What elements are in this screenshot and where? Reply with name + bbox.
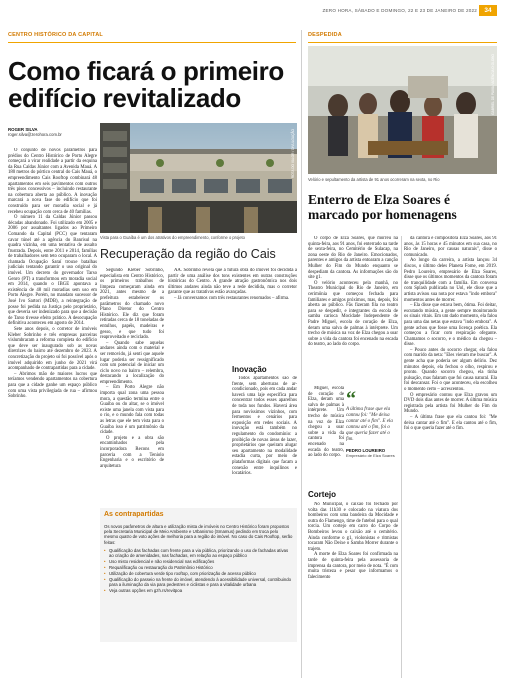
section-rule-left (8, 42, 296, 43)
header-dateline: ZERO HORA, SÁBADO E DOMINGO, 22 E 23 DE JANEIRO DE 2022 (322, 8, 477, 13)
left-byline (8, 127, 98, 137)
paragraph: O projeto e a obra são encaminhados pela incorporadora Recons em parceria com a Teniolo Engenharia e o escritório de arquitetura (100, 435, 164, 469)
list-item: • Utilização de cobertura verde tipo rooftop, com priorização de acesso público (104, 571, 293, 576)
contrapartidas-box (100, 508, 297, 642)
left-column-2 (100, 268, 164, 505)
list-item: • Uso misto residencial e não residencial nas edificações (104, 559, 293, 564)
paragraph: – A última frase que ela cantou foi: "Me deixa cantar até o fim". E ela cantou até o fim, foi o que queria fazer até o fim. (404, 415, 497, 432)
column-divider (401, 236, 402, 678)
left-column-1 (8, 148, 97, 676)
building-render-illustration (100, 123, 297, 233)
photo-credit: GABRIEL DE PAIVA / AGÊNCIA O GLOBO (491, 54, 495, 115)
infobox-title: As contrapartidas (104, 511, 164, 518)
paragraph: No Municipal, o caixão foi fechado por volta das 11h30 e colocado na viatura dos bombeiros com uma bandeira da Mocidade e outra do Flamengo, time de futebol para o qual torcia. Um cortejo em carro do Corpo de Bombeiros levou o caixão até o cemitério. Ainda conforme o g1, violonistas e ritmistas tocaram Não Deixe o Samba Morrer durante o trajeto. (308, 502, 398, 552)
infobox-intro: Os novos parâmetros de altura e utilização mista de imóveis no Centro Histórico foram propostos pela Secretaria Municipal de Meio Ambiente e Urbanismo (Smamus) pedindo em troca pelo mesmo quatro de voto ações de melhoria para a região do imóvel. No caso do Cais Rooftop, serão feitas: (104, 524, 293, 545)
quote-mark-icon: “ (346, 388, 356, 410)
author-name: ROGER SILVA (8, 127, 38, 132)
column-divider (301, 30, 302, 678)
right-headline: Enterro de Elza Soares é marcado por homenagens (308, 192, 457, 222)
paragraph: AA. Sobrinho revela que a futura obra do imóvel foi decidida a partir de uma análise dos tons existentes em outras construções históricas do Centro. A grande atração gastronômica nos dois últimos andares ainda não teve a rede decidida, mas o corretor garante que as tratativas estão avançadas. (168, 268, 297, 296)
list-item: • Requalificação ou restauração do Patrimônio Histórico (104, 565, 293, 570)
paragraph: – Ela disse que estava bem, ótima. Foi deitar, escutando música, a gente sempre monitorando os sinais vitais. Em um dado momento, ela falou para uma das netas que estava "indo embora". A gente achou que fosse uma licença poética. Ela começou a ficar com respiração ofegante. Chamamos o socorro, e o médico da chegou – disse. (404, 303, 497, 348)
building-photo (100, 123, 297, 233)
paragraph: O empresário contou que Elza gravou um DVD dois dias antes de morrer. A última música registrada pela artista foi Mulher do Fim do Mundo. (404, 392, 497, 415)
right-column-1b (308, 502, 398, 678)
paragraph: Ao longo da carreira, a artista lançou 34 discos, o último deles Planeta Fome, em 2019. Pedro Loureiro, empresário de Elza Soares, disse que os últimos momentos da cantora foram de tranquilidade com a família. Em conversa com Splash publicada no Uol, ele disse que a artista avisou sua nota por estava "indo embora" momentos antes de morrer. (404, 258, 497, 303)
list-item: • Qualificação do passeio na frente do imóvel, atendendo à acessibilidade universal, contribuindo para a iluminação da via para pedestres e ciclistas e para a vitalidade urbana (104, 577, 293, 587)
infobox-list (104, 548, 293, 594)
list-item-link[interactable]: • Veja outras opções em gzh.rs/revitpoa (104, 588, 293, 593)
left-headline: Como ficará o primeiro edifício revitalizado (8, 56, 284, 114)
paragraph: – Em Porto Alegre não importa qual zona uma pessoa mora, a questão termina entre o Guaíba ou do altar, se o imóvel existe uma janela com vista para o rio, e o mundo fala com todas as letras que ele tem vista para o Guaíba isso é um patrimônio da cidade. (100, 385, 164, 436)
right-column-1-narrow (308, 386, 344, 488)
author-email: roger.silva@zerohora.com.br (8, 132, 62, 137)
list-item: • Qualificação das fachadas com frente para a via pública, priorizando o uso de fachadas ativas ao criação de amenidades, nas fachadas, em relação ao espaço público (104, 548, 293, 558)
quote-name: PEDRO LOUREIRO (346, 448, 386, 453)
paragraph: O velório aconteceu pela manhã, no Theatro Municipal do Rio de Janeiro, em cerimônia que começou fechada para familiares e amigos próximos, mas, depois, foi aberta ao público. Fãs fizeram fila no teatro para se despedir, e integrantes da escola de samba carioca Mocidade Independente de Padre Miguel, escola de coração de Elza, deram uma salva de palmas à intérprete. Um trecho de música na voz de Elza chegou a soar sobre a vida da cantora foi encenado na escada do teatro, ao lado do corpo. (308, 280, 398, 348)
right-column-1 (308, 236, 398, 386)
funeral-photo (308, 46, 497, 174)
left-subhead: Recuperação da região do Cais (100, 247, 276, 261)
paragraph: O corpo de Elza Soares, que morreu na quinta-feira, aos 91 anos, foi enterrado na tarde de sexta-feira, no Cemitério de Sulacap, na zona oeste do Rio de Janeiro. Emocionados, parentes e amigos da artista entoaram a canção Mulher do Fim do Mundo enquanto se despediam da cantora. As informações são do site g1. (308, 236, 398, 281)
left-column-3b (232, 376, 297, 505)
funeral-scene-illustration (308, 46, 497, 174)
section-label-right: DESPEDIDA (308, 32, 342, 38)
page-number: 34 (479, 5, 497, 16)
page-header (0, 0, 505, 22)
pull-quote (346, 388, 398, 458)
paragraph: O número 11 da Caldas Júnior passou décadas abandonado. Foi utilizado em 2005 e 2006 por assaltantes ligados ao Primeiro Comando da Capital (PCC) que tentaram cavar túnel até a agência do Banrisul na quadra vizinha, em uma tentativa de assalto frustrada. Depois, entre 2011 e 2014, famílias de trabalhadores sem teto ocuparam o local. A chamada Ocupação Saraí trouxe batalhas judiciais tentando garantir o uso original do imóvel. Um decreto do governador Tarso Genro (PT) a transformou em moradia social em 2014, quando o IBGE apontava a existência de 48 mil moradias sem uso em Porto Alegre. Porém, no mandato sucessor de José Ivo Sartori (MDB), a reintegração de posse foi pedida na Justiça pelo proprietário, que deveria ser indenizado para que a decisão de Tarso tivesse efeito prático. A desocupação definitiva aconteceu em agosto de 2014. (8, 215, 97, 327)
paragraph: Segundo Kleber Sobrinho, especialista em Centro Histórico, os primeiros trabalhos de limpeza começaram ainda em 2021, antes mesmo de a prefeitura estabelecer os parâmetros do chamado novo Plano Diretor do Centro Histórico. Ele diz que foram retiradas cerca de 18 toneladas de entulhos, papéis, madeiras e gesso, e que tudo foi reaproveitado e reciclado. (100, 268, 164, 341)
funeral-photo-caption: Velório e sepultamento da artista de 91 anos ocorreram na sexta, no Rio (308, 177, 440, 182)
paragraph: Sete anos depois, o corretor de imóveis Kleber Sobrinho e três empresas parceiras vislumbraram a reforma completa do edifício que deve ser inaugurado sob as novas diretrizes do bairro até dezembro de 2023. A concretização do projeto só foi possível após o imóvel adquirido em junho de 2021 virá acompanhado de contrapartidas para a cidade. (8, 327, 97, 372)
section-label-left: CENTRO HISTÓRICO DA CAPITAL (8, 32, 103, 38)
quote-role: Empresário de Elza Soares (346, 453, 395, 458)
paragraph: A morte de Elza Soares foi confirmada na tarde de quinta-feira pela assessoria de imprensa da cantora, por meio de nota. "É com muita tristeza e pesar que informamos o falecimento (308, 552, 398, 580)
paragraph: da cantora e compositora Elza Soares, aos 91 anos, às 15 horas e 45 minutos em sua casa, no Rio de Janeiro, por causas naturais", disse o comunicado. (404, 236, 497, 258)
right-column-2 (404, 236, 497, 678)
section-rule-right (308, 42, 497, 43)
cortejo-heading: Cortejo (308, 490, 336, 499)
paragraph: – Abrimos mão de maiores lucros que teríamos vendendo apartamentos na cobertura para que a cidade ganhe um espaço público com uma vista privilegiada de rua – afirmou Sobrinho. (8, 371, 97, 400)
paragraph: – Pouco antes do socorro chegar, ela falou com marido da neta: "Eles vieram me buscar". A gente acha que poderia ser algum delírio. Dez minutos depois, ela fechou o olho, respirou e pronto. Quando socorro chegou, ela tinha pulsação, mas falaram que foi causa natural. Ela foi descansar. Foi o que aconteceu, ela escolheu o momento certo – acrescentou. (404, 347, 497, 393)
paragraph: – Quando sabe aquelas andares ainda com o material e ser removido, já senti que aquele lugar poderia ser ressignificado com um potencial de iniciar um ciclo novo no bairro – relembra, destacando a localização do empreendimento. (100, 340, 164, 385)
inovacao-heading: Inovação (232, 365, 267, 374)
building-photo-caption: Vista para o Guaíba é um dos atrativos do empreendimento, conforme o projeto (100, 235, 245, 240)
photo-credit: ROTA DO VALOR / DIVULGAÇÃO (291, 129, 295, 179)
paragraph: O conjunto de novos parâmetros para prédios do Centro Histórico de Porto Alegre começará a virar realidade a partir da esquina da Rua Caldas Júnior com a Avenida Mauá. A 180 metros do pórtico central do Cais Mauá, o empreendimento Cais Rooftop combinará 48 apartamentos em seis pavimentos com outros três pisos concessivos – incluindo restaurante na cobertura aberta ao público. A inovação marcará a nova fase do edifício que foi construído para ser moradia social e já recebeu ocupação com cerca de 40 famílias. (8, 148, 97, 215)
left-column-3 (168, 268, 297, 332)
quote-text: A última frase que ela cantou foi: "Me deixa cantar até o fim". E ela cantou até o fim, foi o que queria fazer até o fim. (346, 407, 393, 442)
paragraph: – Já conversamos com três restaurantes renomados – afirma. (174, 295, 290, 301)
paragraph: Miguel, escola de coração de Elza, deram uma salva de palmas à intérprete. Um trecho de música na voz de Elza chegou a soar sobre a vida da cantora foi encenado na escada do teatro, ao lado do corpo. (308, 386, 344, 459)
paragraph: Todos apartamentos são de frente, sem aberturas de ar-condicionado, pois em cada andar haverá uma laje específica para concentrar todos esses aparelhos de toda nos fundos. Haverá área para novíssimos vizinhos, com fermentos e cenários para exposição em redes sociais. A inovação está também no regulamento do condomínio: a proibição de novas áreas de lazer, proprietários que queiram alugar seu apartamento na modalidade estadia curta, por meio de plataformas digitais que facam a conexão entre inquilinos e locatários. (232, 376, 297, 477)
